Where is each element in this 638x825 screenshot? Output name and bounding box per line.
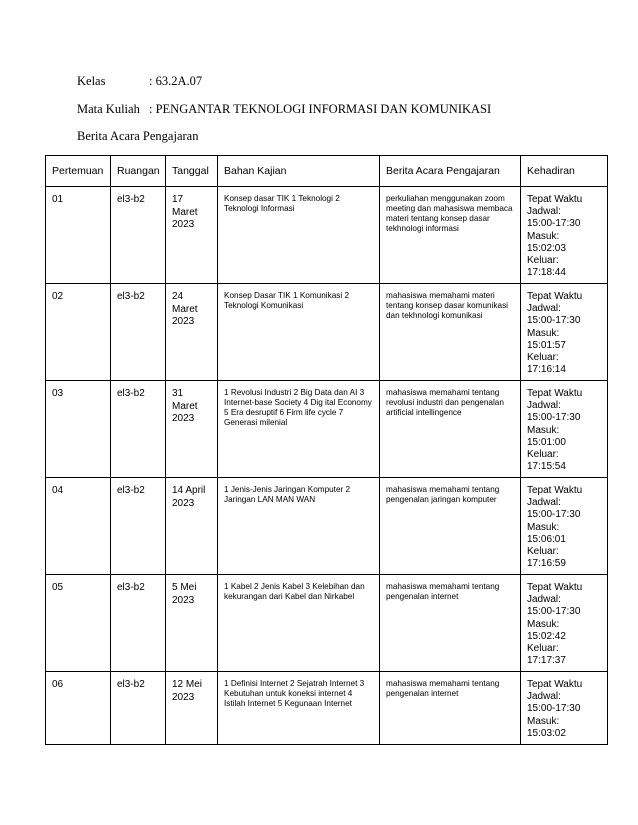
table-row bbox=[46, 381, 608, 478]
kehadiran-keluar-label: Keluar: bbox=[527, 643, 559, 655]
cell-kehadiran bbox=[521, 381, 608, 478]
cell-tanggal: 14 April 2023 bbox=[166, 478, 218, 575]
kehadiran-keluar: 17:18:44 bbox=[527, 267, 566, 279]
kehadiran-masuk: 15:06:01 bbox=[527, 533, 566, 545]
kehadiran-keluar-label: Keluar: bbox=[527, 546, 559, 558]
kehadiran-keluar-label: Keluar: bbox=[527, 449, 559, 461]
berita-acara-table bbox=[45, 155, 608, 745]
kehadiran-masuk: 15:02:03 bbox=[527, 242, 566, 254]
kehadiran-status: Tepat Waktu bbox=[527, 388, 583, 399]
table-row bbox=[46, 672, 608, 745]
cell-bahan-kajian: Konsep dasar TIK 1 Teknologi 2 Teknologi Informasi bbox=[218, 187, 380, 284]
kehadiran-masuk-label: Masuk: bbox=[527, 715, 560, 727]
kehadiran-status: Tepat Waktu bbox=[527, 679, 583, 690]
kehadiran-status: Tepat Waktu bbox=[527, 582, 583, 593]
cell-tanggal: 24 Maret 2023 bbox=[166, 284, 218, 381]
kehadiran-keluar: 17:16:59 bbox=[527, 558, 566, 570]
cell-kehadiran bbox=[521, 672, 608, 745]
kelas-value: : 63.2A.07 bbox=[149, 74, 203, 88]
kehadiran-jadwal-label: Jadwal: bbox=[527, 691, 561, 703]
cell-bahan-kajian: Konsep Dasar TIK 1 Komunikasi 2 Teknologi Komunikasi bbox=[218, 284, 380, 381]
kelas-label: Kelas bbox=[77, 74, 106, 88]
cell-ruangan: el3-b2 bbox=[111, 672, 166, 745]
table-row bbox=[46, 187, 608, 284]
kehadiran-jadwal: 15:00-17:30 bbox=[527, 509, 581, 521]
kehadiran-jadwal: 15:00-17:30 bbox=[527, 315, 581, 327]
matkul-label: Mata Kuliah bbox=[77, 102, 140, 116]
col-header-kehadiran: Kehadiran bbox=[521, 156, 608, 187]
matkul-value: : PENGANTAR TEKNOLOGI INFORMASI DAN KOMUNIKASI bbox=[149, 102, 492, 116]
kehadiran-jadwal-label: Jadwal: bbox=[527, 594, 561, 606]
cell-pertemuan: 03 bbox=[46, 381, 111, 478]
cell-pertemuan: 01 bbox=[46, 187, 111, 284]
kehadiran-jadwal: 15:00-17:30 bbox=[527, 703, 581, 715]
cell-kehadiran bbox=[521, 187, 608, 284]
cell-ruangan: el3-b2 bbox=[111, 187, 166, 284]
cell-bahan-kajian: 1 Revolusi Industri 2 Big Data dan AI 3 Internet-base Society 4 Dig ital Economy 5 Era desruptif 6 Firm life cycle 7 Generasi milenial bbox=[218, 381, 380, 478]
cell-berita-acara: mahasiswa memahami tentang revolusi industri dan pengenalan artificial intellingence bbox=[380, 381, 521, 478]
cell-ruangan: el3-b2 bbox=[111, 478, 166, 575]
kehadiran-keluar-label: Keluar: bbox=[527, 352, 559, 364]
table-row bbox=[46, 575, 608, 672]
kehadiran-masuk: 15:01:57 bbox=[527, 339, 566, 351]
cell-pertemuan: 05 bbox=[46, 575, 111, 672]
kehadiran-jadwal-label: Jadwal: bbox=[527, 206, 561, 218]
table-header-row bbox=[46, 156, 608, 187]
kehadiran-masuk: 15:01:00 bbox=[527, 436, 566, 448]
kehadiran-jadwal: 15:00-17:30 bbox=[527, 412, 581, 424]
cell-bahan-kajian: 1 Kabel 2 Jenis Kabel 3 Kelebihan dan kekurangan dari Kabel dan Nirkabel bbox=[218, 575, 380, 672]
kehadiran-masuk-label: Masuk: bbox=[527, 230, 560, 242]
kehadiran-masuk: 15:03:02 bbox=[527, 727, 566, 739]
cell-bahan-kajian: 1 Definisi Internet 2 Sejatrah Internet 3 Kebutuhan untuk koneksi internet 4 Istilah Internet 5 Kegunaan Internet bbox=[218, 672, 380, 745]
matkul-line bbox=[77, 102, 491, 117]
cell-berita-acara: mahasiswa memahami tentang pengenalan internet bbox=[380, 575, 521, 672]
kehadiran-jadwal-label: Jadwal: bbox=[527, 400, 561, 412]
cell-kehadiran bbox=[521, 478, 608, 575]
cell-tanggal: 17 Maret 2023 bbox=[166, 187, 218, 284]
section-title: Berita Acara Pengajaran bbox=[77, 129, 199, 143]
cell-tanggal: 31 Maret 2023 bbox=[166, 381, 218, 478]
kehadiran-masuk-label: Masuk: bbox=[527, 424, 560, 436]
col-header-pertemuan: Pertemuan bbox=[46, 156, 111, 187]
kehadiran-masuk-label: Masuk: bbox=[527, 618, 560, 630]
cell-berita-acara: mahasiswa memahami tentang pengenalan internet bbox=[380, 672, 521, 745]
cell-kehadiran bbox=[521, 575, 608, 672]
kehadiran-status: Tepat Waktu bbox=[527, 291, 583, 302]
kehadiran-keluar-label: Keluar: bbox=[527, 255, 559, 267]
cell-pertemuan: 04 bbox=[46, 478, 111, 575]
kehadiran-masuk-label: Masuk: bbox=[527, 327, 560, 339]
table-row bbox=[46, 284, 608, 381]
kehadiran-keluar: 17:15:54 bbox=[527, 461, 566, 473]
col-header-bahan-kajian: Bahan Kajian bbox=[218, 156, 380, 187]
kehadiran-jadwal: 15:00-17:30 bbox=[527, 606, 581, 618]
kehadiran-jadwal-label: Jadwal: bbox=[527, 497, 561, 509]
table-row bbox=[46, 478, 608, 575]
kehadiran-masuk-label: Masuk: bbox=[527, 521, 560, 533]
kehadiran-keluar: 17:17:37 bbox=[527, 655, 566, 667]
col-header-tanggal: Tanggal bbox=[166, 156, 218, 187]
cell-berita-acara: mahasiswa memahami materi tentang konsep dasar komunikasi dan tekhnologi komunikasi bbox=[380, 284, 521, 381]
cell-berita-acara: perkuliahan menggunakan zoom meeting dan mahasiswa membaca materi tentang konsep dasar tekhnologi informasi bbox=[380, 187, 521, 284]
cell-ruangan: el3-b2 bbox=[111, 575, 166, 672]
cell-berita-acara: mahasiswa memahami tentang pengenalan jaringan komputer bbox=[380, 478, 521, 575]
cell-tanggal: 12 Mei 2023 bbox=[166, 672, 218, 745]
col-header-ruangan: Ruangan bbox=[111, 156, 166, 187]
kehadiran-masuk: 15:02:42 bbox=[527, 630, 566, 642]
kehadiran-jadwal: 15:00-17:30 bbox=[527, 218, 581, 230]
cell-tanggal: 5 Mei 2023 bbox=[166, 575, 218, 672]
cell-kehadiran bbox=[521, 284, 608, 381]
cell-pertemuan: 02 bbox=[46, 284, 111, 381]
cell-bahan-kajian: 1 Jenis-Jenis Jaringan Komputer 2 Jaringan LAN MAN WAN bbox=[218, 478, 380, 575]
cell-pertemuan: 06 bbox=[46, 672, 111, 745]
kehadiran-jadwal-label: Jadwal: bbox=[527, 303, 561, 315]
cell-ruangan: el3-b2 bbox=[111, 284, 166, 381]
col-header-berita-acara: Berita Acara Pengajaran bbox=[380, 156, 521, 187]
kelas-line bbox=[77, 74, 202, 89]
kehadiran-status: Tepat Waktu bbox=[527, 485, 583, 496]
cell-ruangan: el3-b2 bbox=[111, 381, 166, 478]
kehadiran-status: Tepat Waktu bbox=[527, 194, 583, 205]
kehadiran-keluar: 17:16:14 bbox=[527, 364, 566, 376]
